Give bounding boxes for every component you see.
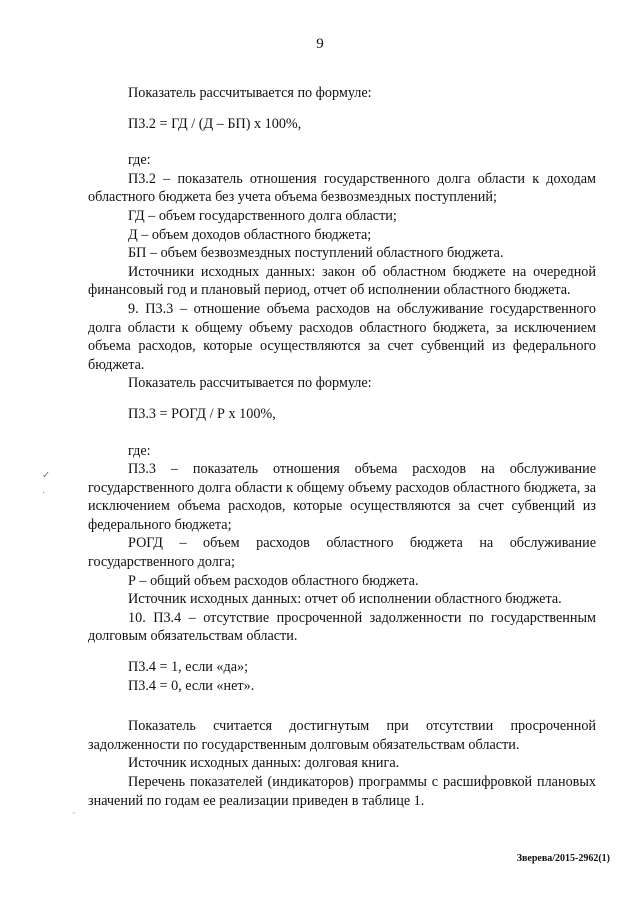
item-9: 9. П3.3 – отношение объема расходов на обслуживание государственного долга области к общему объему расходов областного бюджета, за исключением объема расходов, которые осуществляются за счет субвенций из федерального бюджета. [88,300,596,373]
scan-mark-2: · [42,488,46,499]
definition-gd: ГД – объем государственного долга области; [128,207,397,224]
scan-mark-1: ✓ [42,470,51,481]
definition-p3-3: П3.3 – показатель отношения объема расходов на обслуживание государственного долга области к общему объему расходов областного бюджета, за исключением объема расходов, которые осуществляются за счет субвенций из федерального бюджета; [88,461,596,533]
page-body [88,84,596,810]
definition-rogd: РОГД – объем расходов областного бюджета на обслуживание государственного долга; [88,535,596,571]
scan-mark-3: ˊ [72,812,76,823]
formula-p3-4-no: П3.4 = 0, если «нет». [128,677,255,694]
definition-p3-2: П3.2 – показатель отношения государственного долга области к доходам областного бюджета без учета объема безвозмездных поступлений; [88,170,596,206]
formula-intro-1: Показатель рассчитывается по формуле: [128,85,372,101]
formula-p3-3: П3.3 = РОГД / Р х 100%, [128,405,276,422]
page-number: 9 [316,36,324,52]
definition-d: Д – объем доходов областного бюджета; [128,226,372,243]
formula-p3-4-yes: П3.4 = 1, если «да»; [128,659,249,676]
source-1: Источники исходных данных: закон об областном бюджете на очередной финансовый год и плановый период, отчет об исполнении областного бюджета. [88,263,596,299]
where-label-2: где: [128,442,151,459]
indicator-list-reference: Перечень показателей (индикаторов) программы с расшифровкой плановых значений по годам ее реализации приведен в таблице 1. [88,774,596,809]
achievement-condition: Показатель считается достигнутым при отсутствии просроченной задолженности по государственным долговым обязательствам области. [88,718,596,753]
item-10: 10. П3.4 – отсутствие просроченной задолженности по государственным долговым обязательствам области. [88,609,596,645]
formula-intro-2: Показатель рассчитывается по формуле: [128,375,372,392]
definition-bp: БП – объем безвозмездных поступлений областного бюджета. [128,245,504,262]
definition-r: Р – общий объем расходов областного бюджета. [128,572,419,589]
document-code: Зверева/2015-2962(1) [516,853,610,864]
where-label-1: где: [128,152,151,169]
scan-mark-4: ˊ [372,806,376,817]
formula-p3-2: П3.2 = ГД / (Д – БП) х 100%, [128,115,302,132]
source-3: Источник исходных данных: долговая книга. [128,755,400,772]
source-2: Источник исходных данных: отчет об исполнении областного бюджета. [128,591,562,608]
